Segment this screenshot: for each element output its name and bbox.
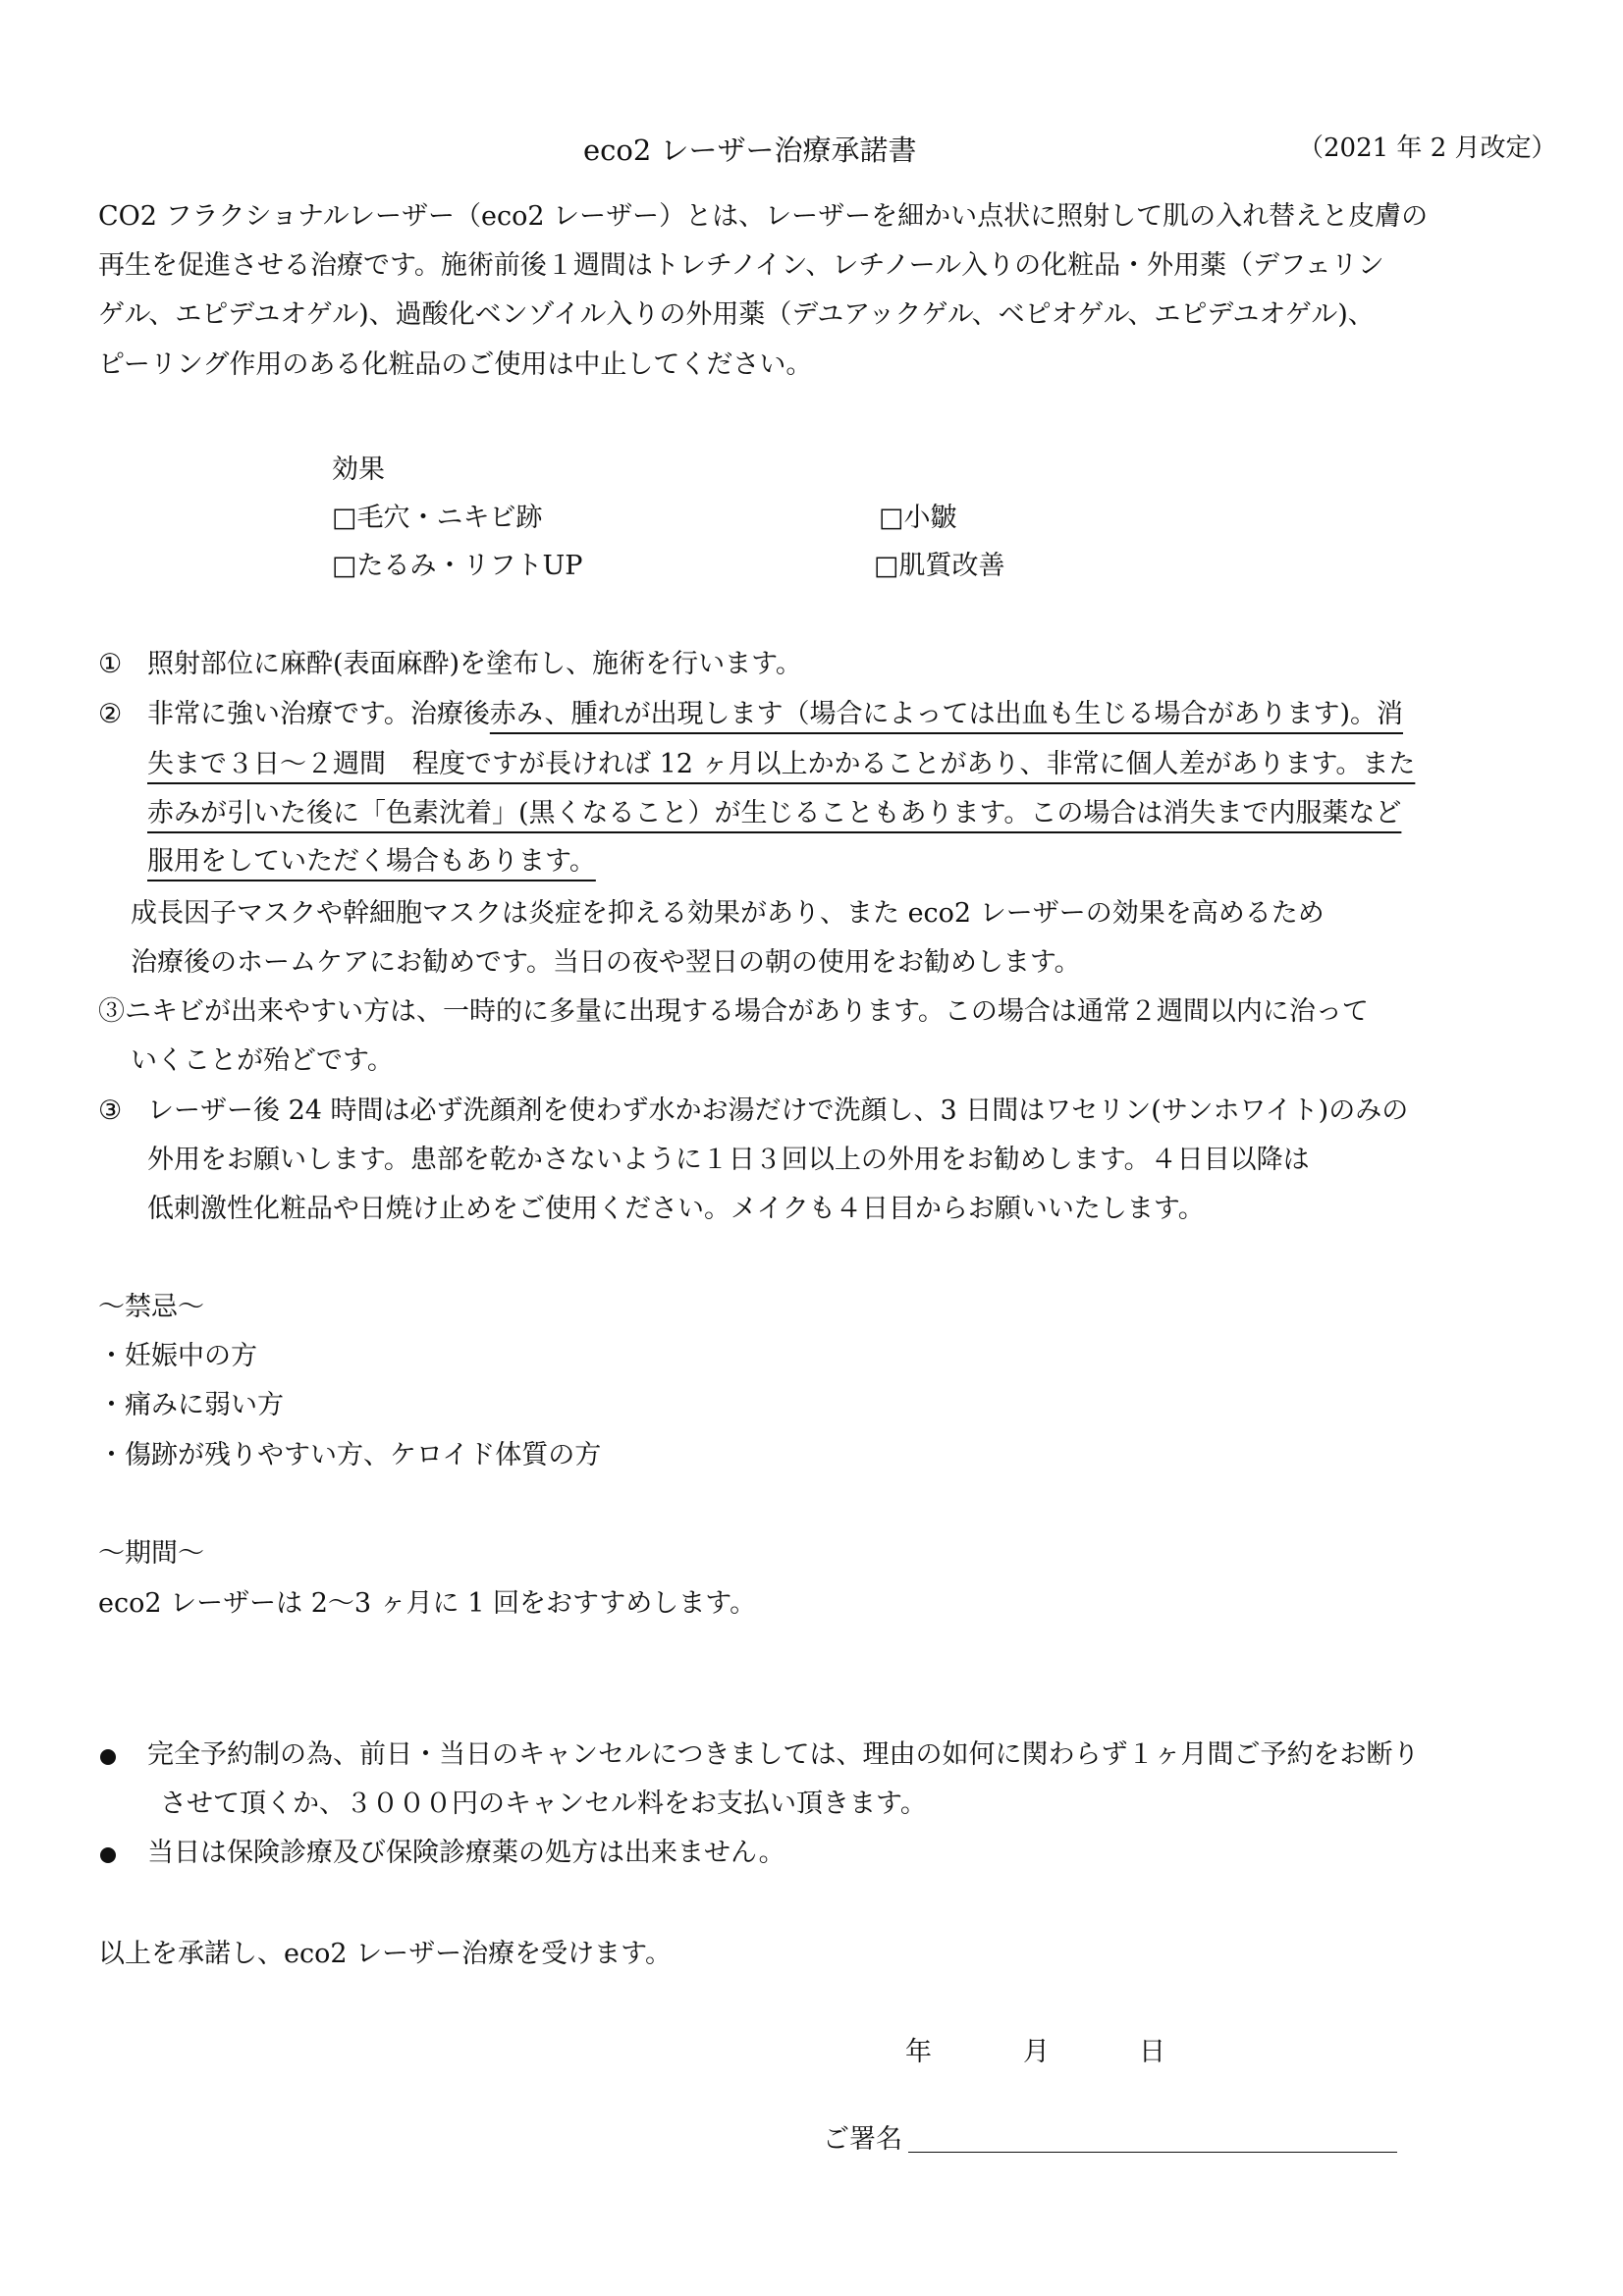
effects-heading: 効果 (332, 454, 385, 485)
revision-date: （2021 年 2 月改定） (1298, 133, 1557, 163)
period-heading: 〜期間〜 (98, 1538, 204, 1569)
intro-line-2: 再生を促進させる治療です。施術前後１週間はトレチノイン、レチノール入りの化粧品・外用薬（デフェリン (98, 250, 1384, 281)
step-3b-line-1: レーザー後 24 時間は必ず洗顔剤を使わず水かお湯だけで洗顔し、3 日間はワセリン(サンホワイト)のみの (147, 1095, 1409, 1126)
step-3b-line-2: 外用をお願いします。患部を乾かさないように１日３回以上の外用をお勧めします。４日目以降は (147, 1145, 1310, 1175)
step-1-text: 照射部位に麻酔(表面麻酔)を塗布し、施術を行います。 (147, 649, 802, 679)
date-year-label: 年 (905, 2037, 932, 2067)
notice-1-line-1: 完全予約制の為、前日・当日のキャンセルにつきましては、理由の如何に関わらず１ヶ月間ご予約をお断り (147, 1739, 1420, 1770)
bullet-icon (100, 1749, 116, 1765)
consent-statement: 以上を承諾し、eco2 レーザー治療を受けます。 (98, 1939, 672, 1969)
step-3b-line-3: 低刺激性化粧品や日焼け止めをご使用ください。メイクも４日目からお願いいたします。 (147, 1194, 1205, 1224)
document-title: eco2 レーザー治療承諾書 (583, 133, 917, 167)
date-day-label: 日 (1139, 2037, 1165, 2067)
effect-checkbox-skin-texture[interactable]: □肌質改善 (874, 551, 1005, 581)
effect-checkbox-pores-acne-scars[interactable]: □毛穴・ニキビ跡 (332, 503, 543, 533)
step-3a-line-2: いくことが殆どです。 (131, 1045, 394, 1076)
bullet-icon (100, 1847, 116, 1863)
step-1-marker: ① (98, 649, 123, 679)
intro-line-4: ピーリング作用のある化粧品のご使用は中止してください。 (98, 349, 813, 380)
mask-note-line-2: 治療後のホームケアにお勧めです。当日の夜や翌日の朝の使用をお勧めします。 (131, 947, 1081, 978)
period-text: eco2 レーザーは 2〜3 ヶ月に 1 回をおすすめします。 (98, 1588, 757, 1619)
step-2-line-1 (147, 699, 1403, 730)
document-header (0, 133, 1623, 173)
step-3a-line-1: ③ニキビが出来やすい方は、一時的に多量に出現する場合があります。この場合は通常２週間以内に治って (98, 996, 1369, 1027)
step-2-line-3: 赤みが引いた後に「色素沈着」(黒くなること）が生じることもあります。この場合は消失まで内服薬など (147, 798, 1402, 828)
effect-checkbox-fine-wrinkles[interactable]: □小皺 (879, 503, 957, 533)
notice-1-line-2: させて頂くか、３０００円のキャンセル料をお支払い頂きます。 (160, 1789, 927, 1819)
date-month-label: 月 (1023, 2037, 1050, 2067)
step-2-line-2: 失まで３日〜２週間 程度ですが長ければ 12 ヶ月以上かかることがあり、非常に個人差があります。また (147, 749, 1416, 779)
signature-label: ご署名 (823, 2124, 902, 2155)
notice-2: 当日は保険診療及び保険診療薬の処方は出来ません。 (147, 1838, 785, 1868)
mask-note-line-1: 成長因子マスクや幹細胞マスクは炎症を抑える効果があり、また eco2 レーザーの効果を高めるため (131, 898, 1325, 929)
step-3b-marker: ③ (98, 1095, 123, 1126)
step-2-line-4: 服用をしていただく場合もあります。 (147, 846, 596, 877)
contraindications-heading: 〜禁忌〜 (98, 1292, 204, 1322)
intro-line-3: ゲル、エピデユオゲル)、過酸化ベンゾイル入りの外用薬（デユアックゲル、ベピオゲル、エピデユオゲル)、 (98, 299, 1375, 330)
contraindication-item: ・妊娠中の方 (98, 1341, 257, 1371)
signature-field[interactable] (908, 2152, 1397, 2153)
contraindication-item: ・痛みに弱い方 (98, 1390, 284, 1420)
step-2-line-1-plain: 非常に強い治療です。治療後 (147, 699, 490, 729)
step-2-line-1-underlined: 赤み、腫れが出現します（場合によっては出血も生じる場合があります)。消 (489, 699, 1403, 729)
intro-line-1: CO2 フラクショナルレーザー（eco2 レーザー）とは、レーザーを細かい点状に照射して肌の入れ替えと皮膚の (98, 201, 1429, 232)
contraindication-item: ・傷跡が残りやすい方、ケロイド体質の方 (98, 1440, 602, 1470)
step-2-marker: ② (98, 699, 123, 729)
effect-checkbox-lift-up[interactable]: □たるみ・リフトUP (332, 551, 583, 581)
